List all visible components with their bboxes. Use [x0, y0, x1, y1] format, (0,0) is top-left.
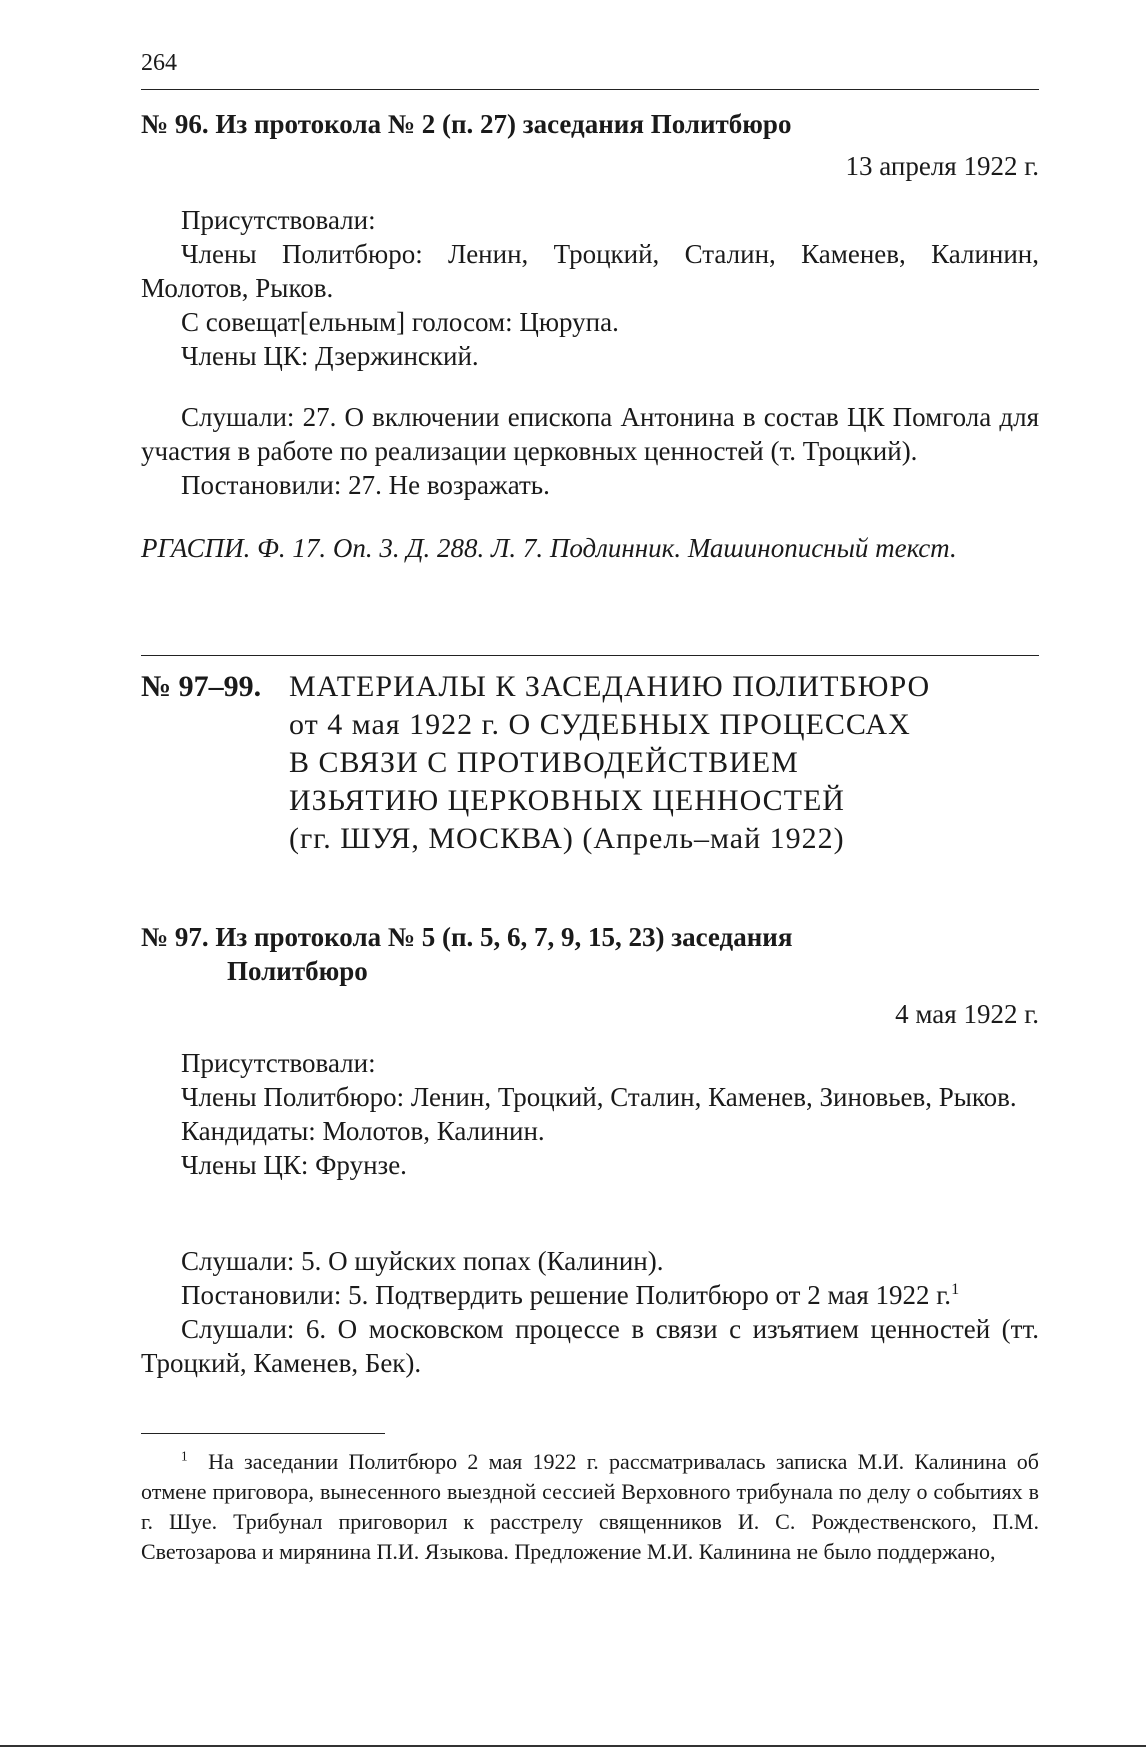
doc97-present-label: Присутствовали:: [181, 1048, 376, 1078]
doc97-heading-line-1: № 97. Из протокола № 5 (п. 5, 6, 7, 9, 15, 23) заседания: [141, 922, 793, 952]
doc96-advisory: С совещат[ельным] голосом: Цюрупа.: [181, 307, 619, 337]
doc97-heard-6: [141, 1312, 1039, 1380]
page-number: 264: [141, 50, 177, 76]
footnote-text: На заседании Политбюро 2 мая 1922 г. рассматривалась записка М.И. Калинина об отмене приговора, вынесенного выездной сессией Верховного трибунала по делу о событиях в г. Шуе. Трибунал приговорил к расстрелу священников И. С. Рождественского, П.М. Светозарова и мирянина П.И. Языкова. Предложение М.И. Калинина не было поддержано,: [141, 1449, 1040, 1564]
doc97-candidates: Кандидаты: Молотов, Калинин.: [181, 1116, 545, 1146]
doc97-cc-members: Члены ЦК: Фрунзе.: [181, 1150, 407, 1180]
doc96-heard: Слушали: 27. О включении епископа Антонина в состав ЦК Помгола для участия в работе по реализации церковных ценностей (т. Троцкий).: [141, 402, 1039, 466]
doc97-heard-5: [141, 1244, 1039, 1278]
footnote: [141, 1447, 1039, 1567]
footnote-paragraph: [141, 1447, 1039, 1567]
footnote-marker: 1: [181, 1448, 188, 1464]
section-title-line-5: (гг. ШУЯ, МОСКВА) (Апрель–май 1922): [289, 822, 845, 855]
doc97-attendance: [141, 1046, 1039, 1182]
section-title-line-3: В СВЯЗИ С ПРОТИВОДЕЙСТВИЕМ: [289, 746, 799, 779]
section-rule: [141, 655, 1039, 656]
section-title-line-4: ИЗЬЯТИЮ ЦЕРКОВНЫХ ЦЕННОСТЕЙ: [289, 784, 845, 817]
doc97-heard-5-text: Слушали: 5. О шуйских попах (Калинин).: [181, 1246, 664, 1276]
doc96-resolved: Постановили: 27. Не возражать.: [181, 470, 550, 500]
footnote-rule: [141, 1433, 385, 1434]
doc97-heading: [141, 920, 1039, 988]
header-rule: [141, 89, 1039, 90]
doc96-date: 13 апреля 1922 г.: [845, 151, 1039, 181]
section-number: № 97–99.: [141, 670, 262, 703]
doc97-members: Члены Политбюро: Ленин, Троцкий, Сталин, Каменев, Зиновьев, Рыков.: [181, 1082, 1017, 1112]
doc96-attendance: [141, 203, 1039, 373]
doc96-present-label: Присутствовали:: [181, 205, 376, 235]
doc96-decisions: [141, 400, 1039, 502]
doc97-resolved-5-text: Постановили: 5. Подтвердить решение Политбюро от 2 мая 1922 г.: [181, 1280, 952, 1310]
doc96-members: Члены Политбюро: Ленин, Троцкий, Сталин, Каменев, Калинин, Молотов, Рыков.: [141, 239, 1039, 303]
doc97-heading-line-2: Политбюро: [227, 956, 368, 986]
doc97-heard-6-text: Слушали: 6. О московском процессе в связи с изъятием ценностей (тт. Троцкий, Каменев, Бек).: [141, 1314, 1039, 1378]
doc97-resolved-5: [141, 1278, 1039, 1312]
doc97-date: 4 мая 1922 г.: [895, 999, 1039, 1029]
scan-edge-line: [0, 1745, 1146, 1747]
footnote-reference: 1: [951, 1280, 960, 1298]
doc96-cc-members: Члены ЦК: Дзержинский.: [181, 341, 479, 371]
doc97-decisions: [141, 1244, 1039, 1380]
doc96-source: РГАСПИ. Ф. 17. Оп. 3. Д. 288. Л. 7. Подлинник. Машинописный текст.: [141, 533, 957, 563]
doc96-heading: № 96. Из протокола № 2 (п. 27) заседания Политбюро: [141, 109, 792, 139]
section-title-line-2: от 4 мая 1922 г. О СУДЕБНЫХ ПРОЦЕССАХ: [289, 708, 911, 741]
section-heading: [141, 668, 1039, 868]
section-title-line-1: МАТЕРИАЛЫ К ЗАСЕДАНИЮ ПОЛИТБЮРО: [289, 670, 931, 703]
